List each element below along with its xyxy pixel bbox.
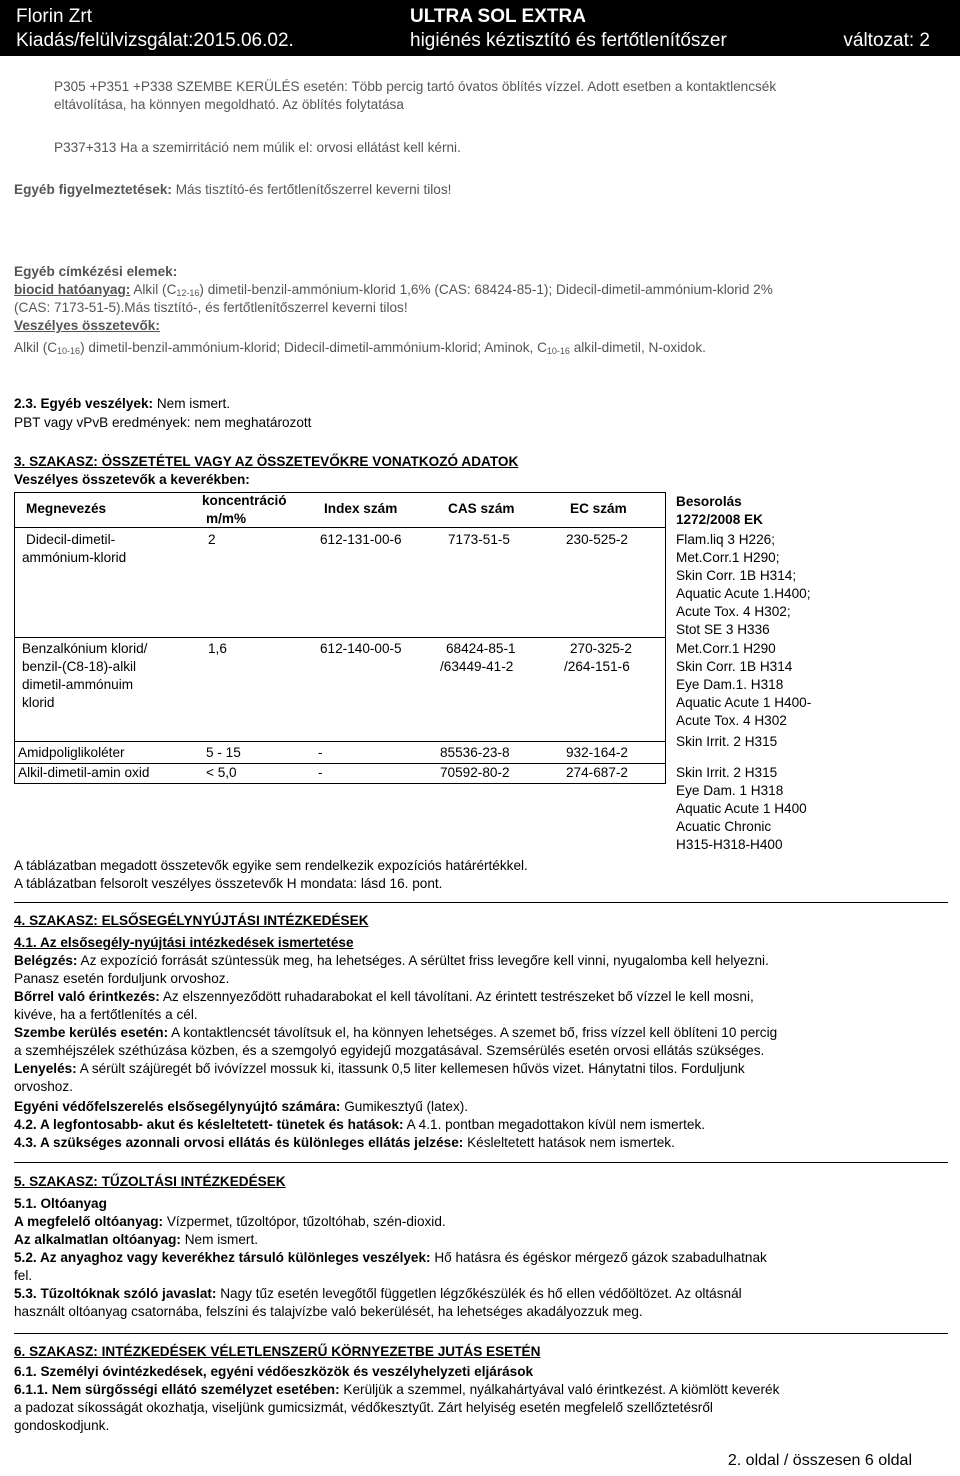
s52-text: Hő hatásra és égéskor mérgező gázok szabadulhatnak <box>434 1250 767 1265</box>
row1-class-2: Met.Corr.1 H290; <box>676 550 780 565</box>
section-2-3 <box>14 396 230 412</box>
row2-class-2: Skin Corr. 1B H314 <box>676 659 793 674</box>
divider <box>14 902 948 903</box>
row4-class-2: Eye Dam. 1 H318 <box>676 783 784 798</box>
s52-line1 <box>14 1250 767 1266</box>
dangerous-sub2: 10-16 <box>546 346 570 356</box>
s43-text: Késleltetett hatások nem ismertek. <box>467 1135 675 1150</box>
row4-class-1: Skin Irrit. 2 H315 <box>676 765 778 780</box>
s611-text: Kerüljük a szemmel, nyálkahártyával való érintkezést. A kiömlött keverék <box>343 1382 780 1397</box>
s23-text: Nem ismert. <box>156 396 231 411</box>
row1-class-3: Skin Corr. 1B H314; <box>676 568 797 583</box>
row1-class-6: Stot SE 3 H336 <box>676 622 770 637</box>
eye-label: Szembe kerülés esetén: <box>14 1025 169 1040</box>
s53-line2: használt oltóanyag csatornába, felszíni és talajvízbe való bekerülését, ha lehetséges akadályozzuk meg. <box>14 1304 643 1319</box>
biocid-text-a: Alkil (C <box>133 282 177 297</box>
row4-index: - <box>318 765 323 780</box>
row2-cas-2: /63449-41-2 <box>440 659 514 674</box>
row2-name-1: Benzalkónium klorid/ <box>22 641 148 656</box>
row1-class-1: Flam.liq 3 H226; <box>676 532 775 547</box>
col-class-1: Besorolás <box>676 494 742 509</box>
s53-label: 5.3. Tűzoltóknak szóló javaslat: <box>14 1286 217 1301</box>
s52-line2: fel. <box>14 1268 33 1283</box>
section4-title: 4. SZAKASZ: ELSŐSEGÉLYNYÚJTÁSI INTÉZKEDÉSEK <box>14 913 369 928</box>
s42-text: A 4.1. pontban megadottakon kívül nem ismertek. <box>406 1117 706 1132</box>
s42-line <box>14 1117 705 1133</box>
biocid-line2: (CAS: 7173-51-5).Más tisztító-, és fertőtlenítőszerrel keverni tilos! <box>14 300 408 315</box>
dangerous-components-line <box>14 340 706 356</box>
row2-conc: 1,6 <box>208 641 227 656</box>
other-warnings-label: Egyéb figyelmeztetések: <box>14 182 172 197</box>
issue-date: Kiadás/felülvizsgálat:2015.06.02. <box>16 30 294 51</box>
row2-name-2: benzil-(C8-18)-alkil <box>22 659 137 674</box>
col-index: Index szám <box>324 501 398 516</box>
inhalation-text: Az expozíció forrását szüntessük meg, ha lehetséges. A sérültet friss levegőre kell vinni, nyugalomba kell helyezni. <box>80 953 769 968</box>
dangerous-components-label: Veszélyes összetevők: <box>14 318 160 333</box>
ingest-line2: orvoshoz. <box>14 1079 73 1094</box>
skin-line1 <box>14 989 754 1005</box>
biocid-label: biocid hatóanyag: <box>14 282 131 297</box>
ingest-label: Lenyelés: <box>14 1061 77 1076</box>
s61-title: 6.1. Személyi óvintézkedések, egyéni védőeszközök és veszélyhelyzeti eljárások <box>14 1364 534 1379</box>
label-elements-title: Egyéb címkézési elemek: <box>14 264 178 279</box>
dangerous-sub1: 10-16 <box>57 346 81 356</box>
inhalation-line2: Panasz esetén forduljunk orvoshoz. <box>14 971 230 986</box>
unsuitable-text: Nem ismert. <box>184 1232 258 1247</box>
s51-title: 5.1. Oltóanyag <box>14 1196 107 1211</box>
row3-class-1: Skin Irrit. 2 H315 <box>676 734 778 749</box>
product-name: ULTRA SOL EXTRA <box>410 6 586 27</box>
col-cas: CAS szám <box>448 501 515 516</box>
biocid-text-b: ) dimetil-benzil-ammónium-klorid 1,6% (CAS: 68424-85-1); Didecil-dimetil-ammónium-klorid 2% <box>199 282 773 297</box>
row1-cas: 7173-51-5 <box>448 532 510 547</box>
p337-line: P337+313 Ha a szemirritáció nem múlik el: orvosi ellátást kell kérni. <box>54 140 461 155</box>
row4-class-4: Acuatic Chronic <box>676 819 772 834</box>
row2-class-1: Met.Corr.1 H290 <box>676 641 776 656</box>
row3-conc: 5 - 15 <box>206 745 241 760</box>
other-warnings <box>14 182 451 198</box>
s611-label: 6.1.1. Nem sürgősségi ellátó személyzet esetében: <box>14 1382 340 1397</box>
col-conc-1: koncentráció <box>202 493 287 508</box>
row1-index: 612-131-00-6 <box>320 532 402 547</box>
row4-name: Alkil-dimetil-amin oxid <box>18 765 150 780</box>
biocid-sub: 12-16 <box>176 288 200 298</box>
divider <box>14 1162 948 1163</box>
s611-line1 <box>14 1382 779 1398</box>
suitable-line <box>14 1214 446 1230</box>
s43-line <box>14 1135 675 1151</box>
document-header <box>0 0 960 56</box>
section3-note1: A táblázatban megadott összetevők egyike sem rendelkezik expozíciós határértékkel. <box>14 858 528 873</box>
s611-line3: gondoskodjunk. <box>14 1418 110 1433</box>
row2-name-3: dimetil-ammónuim <box>22 677 134 692</box>
row2-class-3: Eye Dam.1. H318 <box>676 677 784 692</box>
s611-line2: a padozat síkosságát okozhatja, viseljünk gumicsizmát, védőkesztyűt. Zárt helyiség esetén megfelelő szellőztetésről <box>14 1400 713 1415</box>
col-name: Megnevezés <box>26 501 107 516</box>
dangerous-b: ) dimetil-benzil-ammónium-klorid; Didecil-dimetil-ammónium-klorid; Aminok, C <box>80 340 547 355</box>
product-description: higiénés kéztisztító és fertőtlenítőszer <box>410 30 727 51</box>
skin-label: Bőrrel való érintkezés: <box>14 989 160 1004</box>
dangerous-c: alkil-dimetil, N-oxidok. <box>569 340 706 355</box>
unsuitable-label: Az alkalmatlan oltóanyag: <box>14 1232 181 1247</box>
eye-text: A kontaktlencsét távolítsuk el, ha könnyen lehetséges. A szemet bő, friss vízzel kell öblíteni 10 percig <box>171 1025 778 1040</box>
skin-text: Az elszennyeződött ruhadarabokat el kell távolítani. Az érintett testrészeket bő vízzel le kell mosni, <box>162 989 754 1004</box>
row3-ec: 932-164-2 <box>566 745 628 760</box>
row2-ec-1: 270-325-2 <box>570 641 632 656</box>
company-name: Florin Zrt <box>16 6 92 27</box>
s23-label: 2.3. Egyéb veszélyek: <box>14 396 154 411</box>
p305-line2: eltávolítása, ha könnyen megoldható. Az öblítés folytatása <box>54 97 404 112</box>
biocid-line <box>14 282 773 298</box>
row2-index: 612-140-00-5 <box>320 641 402 656</box>
row4-cas: 70592-80-2 <box>440 765 510 780</box>
row1-class-4: Aquatic Acute 1.H400; <box>676 586 811 601</box>
section3-note2: A táblázatban felsorolt veszélyes összetevők H mondata: lásd 16. pont. <box>14 876 443 891</box>
p305-line1: P305 +P351 +P338 SZEMBE KERÜLÉS esetén: Több percig tartó óvatos öblítés vízzel. Adott esetben a kontaktlencsék <box>54 79 777 94</box>
row1-class-5: Acute Tox. 4 H302; <box>676 604 791 619</box>
row2-ec-2: /264-151-6 <box>564 659 630 674</box>
eye-line1 <box>14 1025 777 1041</box>
row1-ec: 230-525-2 <box>566 532 628 547</box>
col-class-2: 1272/2008 EK <box>676 512 763 527</box>
skin-line2: kivéve, ha a fertőtlenítés a cél. <box>14 1007 198 1022</box>
row2-name-4: klorid <box>22 695 55 710</box>
row1-name-1: Didecil-dimetil- <box>26 532 116 547</box>
s53-text: Nagy tűz esetén levegőtől független légzőkészülék és hő ellen védőöltözet. Az oltásnál <box>220 1286 742 1301</box>
inhalation-label: Belégzés: <box>14 953 78 968</box>
s43-label: 4.3. A szükséges azonnali orvosi ellátás és különleges ellátás jelzése: <box>14 1135 464 1150</box>
pbt-line: PBT vagy vPvB eredmények: nem meghatározott <box>14 415 312 430</box>
section5-title: 5. SZAKASZ: TŰZOLTÁSI INTÉZKEDÉSEK <box>14 1174 286 1189</box>
section3-subtitle: Veszélyes összetevők a keverékben: <box>14 472 250 487</box>
divider <box>14 1333 948 1334</box>
ppe-label: Egyéni védőfelszerelés elsősegélynyújtó számára: <box>14 1099 341 1114</box>
section6-title: 6. SZAKASZ: INTÉZKEDÉSEK VÉLETLENSZERŰ KÖRNYEZETBE JUTÁS ESETÉN <box>14 1344 541 1359</box>
row2-class-4: Aquatic Acute 1 H400- <box>676 695 812 710</box>
version: változat: 2 <box>843 30 930 51</box>
ppe-line <box>14 1099 468 1115</box>
row3-name: Amidpoliglikoléter <box>18 745 125 760</box>
row4-ec: 274-687-2 <box>566 765 628 780</box>
page-number: 2. oldal / összesen 6 oldal <box>727 1452 912 1469</box>
row2-cas-1: 68424-85-1 <box>446 641 516 656</box>
row3-cas: 85536-23-8 <box>440 745 510 760</box>
suitable-text: Vízpermet, tűzoltópor, tűzoltóhab, szén-dioxid. <box>166 1214 446 1229</box>
ppe-text: Gumikesztyű (latex). <box>344 1099 469 1114</box>
row2-class-5: Acute Tox. 4 H302 <box>676 713 787 728</box>
suitable-label: A megfelelő oltóanyag: <box>14 1214 164 1229</box>
col-conc-2: m/m% <box>206 511 247 526</box>
s41-title: 4.1. Az elsősegély-nyújtási intézkedések ismertetése <box>14 935 354 950</box>
other-warnings-text: Más tisztító-és fertőtlenítőszerrel keverni tilos! <box>175 182 452 197</box>
section3-title: 3. SZAKASZ: ÖSSZETÉTEL VAGY AZ ÖSSZETEVŐKRE VONATKOZÓ ADATOK <box>14 454 519 469</box>
row1-name-2: ammónium-klorid <box>22 550 127 565</box>
ingest-line1 <box>14 1061 745 1077</box>
row3-index: - <box>318 745 323 760</box>
eye-line2: a szemhéjszélek széthúzása közben, és a szemgolyó egyidejű mozgatásával. Szemsérülés esetén orvosi ellátás szükséges. <box>14 1043 765 1058</box>
ingest-text: A sérült szájüregét bő ivóvízzel mossuk ki, itassunk 0,5 liter kellemesen hűvös vizet. Hánytatni tilos. Forduljunk <box>79 1061 745 1076</box>
row4-class-3: Aquatic Acute 1 H400 <box>676 801 807 816</box>
unsuitable-line <box>14 1232 258 1248</box>
col-ec: EC szám <box>570 501 627 516</box>
inhalation-line1 <box>14 953 769 969</box>
s42-label: 4.2. A legfontosabb- akut és késleltetett- tünetek és hatások: <box>14 1117 404 1132</box>
row1-conc: 2 <box>208 532 216 547</box>
dangerous-a: Alkil (C <box>14 340 58 355</box>
row4-conc: < 5,0 <box>206 765 237 780</box>
s53-line1 <box>14 1286 742 1302</box>
s52-label: 5.2. Az anyaghoz vagy keverékhez társuló különleges veszélyek: <box>14 1250 431 1265</box>
row4-class-5: H315-H318-H400 <box>676 837 783 852</box>
